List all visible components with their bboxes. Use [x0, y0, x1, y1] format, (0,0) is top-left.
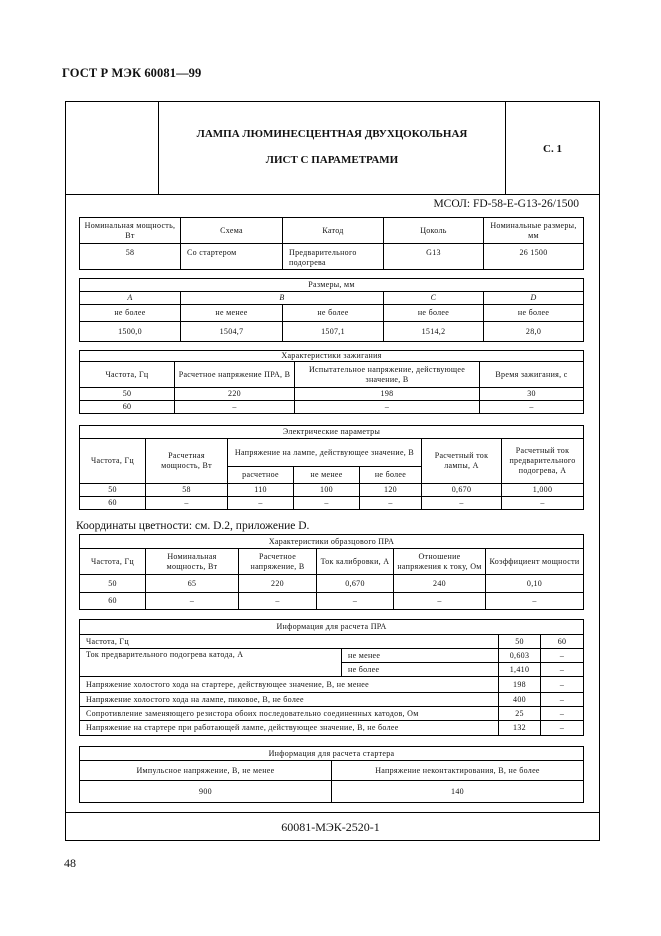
- electrical-cell: 100: [294, 484, 360, 497]
- electrical-cell: 0,670: [422, 484, 502, 497]
- ignition-cell: 50: [80, 388, 175, 401]
- ignition-cell: 198: [295, 388, 480, 401]
- preheat-value: –: [541, 649, 584, 663]
- freq-label: Частота, Гц: [80, 635, 499, 649]
- lamp-designation: МСОЛ: FD-58-E-G13-26/1500: [433, 198, 579, 210]
- ballast-cell: 50: [80, 575, 146, 593]
- sheet-subtitle: ЛИСТ С ПАРАМЕТРАМИ: [265, 154, 399, 166]
- ballast-title: Характеристики образцового ПРА: [80, 535, 584, 549]
- ballast-info-value: –: [541, 693, 584, 707]
- preheat-limit: не менее: [342, 649, 499, 663]
- electrical-cell: –: [422, 497, 502, 510]
- ballast-cell: –: [317, 593, 394, 610]
- header-scheme: Схема: [181, 218, 283, 244]
- ignition-cell: 30: [480, 388, 584, 401]
- ballast-info-value: 25: [499, 707, 541, 721]
- ballast-header: Отношение напряжения к току, Ом: [394, 549, 486, 575]
- ballast-cell: 65: [146, 575, 239, 593]
- chromaticity-note: Координаты цветности: см. D.2, приложение D.: [76, 520, 310, 532]
- ballast-header: Коэффициент мощности: [486, 549, 584, 575]
- title-box: [158, 102, 506, 195]
- starter-info-table: [79, 746, 584, 803]
- dim-limit: не более: [80, 305, 181, 322]
- ballast-header: Расчетное напряжение, В: [239, 549, 317, 575]
- dim-value: 1514,2: [384, 322, 484, 342]
- header-base: Цоколь: [384, 218, 484, 244]
- preheat-limit: не более: [342, 663, 499, 677]
- page-number: 48: [64, 856, 76, 870]
- footer-divider: [65, 812, 600, 813]
- ballast-cell: 0,670: [317, 575, 394, 593]
- ballast-info-label: Напряжение на стартере при работающей лампе, действующее значение, В, не более: [80, 721, 499, 736]
- ignition-cell: –: [175, 401, 295, 414]
- electrical-cell: 60: [80, 497, 146, 510]
- header-cathode: Катод: [283, 218, 384, 244]
- dim-value: 28,0: [484, 322, 584, 342]
- electrical-cell: –: [146, 497, 228, 510]
- dim-letter-c: C: [384, 292, 484, 305]
- preheat-value: –: [541, 663, 584, 677]
- value-base: G13: [384, 244, 484, 270]
- electrical-cell: 58: [146, 484, 228, 497]
- ballast-info-value: –: [541, 721, 584, 736]
- electrical-header-power: Расчетная мощность, Вт: [146, 439, 228, 484]
- dim-letter-b: B: [181, 292, 384, 305]
- preheat-value: 0,603: [499, 649, 541, 663]
- electrical-subheader: расчетное: [228, 467, 294, 484]
- dim-value: 1507,1: [283, 322, 384, 342]
- value-dimensions: 26 1500: [484, 244, 584, 270]
- ballast-info-value: –: [541, 707, 584, 721]
- electrical-cell: –: [502, 497, 584, 510]
- ballast-cell: –: [146, 593, 239, 610]
- ballast-header: Номинальная мощность, Вт: [146, 549, 239, 575]
- main-table: [79, 217, 584, 270]
- ignition-header: Частота, Гц: [80, 362, 175, 388]
- electrical-cell: 120: [360, 484, 422, 497]
- sheet-title: ЛАМПА ЛЮМИНЕСЦЕНТНАЯ ДВУХЦОКОЛЬНАЯ: [196, 128, 468, 140]
- electrical-header-current: Расчетный ток лампы, А: [422, 439, 502, 484]
- starter-info-title: Информация для расчета стартера: [80, 747, 584, 761]
- sheet-number: С. 1: [543, 143, 562, 155]
- electrical-cell: –: [228, 497, 294, 510]
- ignition-title: Характеристики зажигания: [80, 351, 584, 362]
- ballast-header: Ток калибровки, А: [317, 549, 394, 575]
- ignition-header: Испытательное напряжение, действующее значение, В: [295, 362, 480, 388]
- dimensions-title: Размеры, мм: [80, 279, 584, 292]
- dim-value: 1500,0: [80, 322, 181, 342]
- value-power: 58: [80, 244, 181, 270]
- ballast-header: Частота, Гц: [80, 549, 146, 575]
- electrical-cell: –: [360, 497, 422, 510]
- electrical-table: [79, 425, 584, 510]
- dim-limit: не менее: [181, 305, 283, 322]
- ballast-info-value: 198: [499, 677, 541, 693]
- freq-value: 50: [499, 635, 541, 649]
- ballast-info-label: Сопротивление заменяющего резистора обоих последовательно соединенных катодов, Ом: [80, 707, 499, 721]
- ballast-cell: –: [239, 593, 317, 610]
- ballast-info-value: –: [541, 677, 584, 693]
- electrical-cell: 110: [228, 484, 294, 497]
- electrical-cell: 1,000: [502, 484, 584, 497]
- header-power: Номинальная мощность, Вт: [80, 218, 181, 244]
- ballast-table: [79, 534, 584, 610]
- electrical-header-voltage: Напряжение на лампе, действующее значение, В: [228, 439, 422, 467]
- ballast-cell: 60: [80, 593, 146, 610]
- dim-limit: не более: [283, 305, 384, 322]
- dim-limit: не более: [484, 305, 584, 322]
- electrical-cell: –: [294, 497, 360, 510]
- ignition-cell: –: [295, 401, 480, 414]
- ballast-info-label: Напряжение холостого хода на лампе, пиковое, В, не более: [80, 693, 499, 707]
- electrical-subheader: не более: [360, 467, 422, 484]
- ignition-cell: 60: [80, 401, 175, 414]
- electrical-cell: 50: [80, 484, 146, 497]
- electrical-header-freq: Частота, Гц: [80, 439, 146, 484]
- ballast-info-value: 400: [499, 693, 541, 707]
- ballast-cell: 220: [239, 575, 317, 593]
- ignition-table: [79, 350, 584, 414]
- ballast-info-value: 132: [499, 721, 541, 736]
- dim-letter-d: D: [484, 292, 584, 305]
- electrical-subheader: не менее: [294, 467, 360, 484]
- ballast-info-title: Информация для расчета ПРА: [80, 620, 584, 635]
- starter-value: 900: [80, 781, 332, 803]
- ballast-info-label: Напряжение холостого хода на стартере, действующее значение, В, не менее: [80, 677, 499, 693]
- dimensions-table: [79, 278, 584, 342]
- ballast-cell: –: [486, 593, 584, 610]
- value-scheme: Со стартером: [181, 244, 283, 270]
- document-header: ГОСТ Р МЭК 60081—99: [62, 66, 202, 80]
- value-cathode: Предварительного подогрева: [283, 244, 384, 270]
- footer-code: 60081-МЭК-2520-1: [281, 820, 380, 834]
- electrical-title: Электрические параметры: [80, 426, 584, 439]
- ballast-info-table: [79, 619, 584, 736]
- ballast-cell: –: [394, 593, 486, 610]
- starter-value: 140: [332, 781, 584, 803]
- starter-header: Импульсное напряжение, В, не менее: [80, 761, 332, 781]
- title-left-cell: [66, 102, 158, 195]
- ballast-cell: 240: [394, 575, 486, 593]
- preheat-label: Ток предварительного подогрева катода, А: [80, 649, 342, 677]
- header-dimensions: Номинальные размеры, мм: [484, 218, 584, 244]
- dim-letter-a: A: [80, 292, 181, 305]
- electrical-header-preheat: Расчетный ток предварительного подогрева, А: [502, 439, 584, 484]
- ballast-cell: 0,10: [486, 575, 584, 593]
- preheat-value: 1,410: [499, 663, 541, 677]
- dim-value: 1504,7: [181, 322, 283, 342]
- ignition-header: Время зажигания, с: [480, 362, 584, 388]
- ignition-cell: 220: [175, 388, 295, 401]
- ignition-header: Расчетное напряжение ПРА, В: [175, 362, 295, 388]
- ignition-cell: –: [480, 401, 584, 414]
- dim-limit: не более: [384, 305, 484, 322]
- sheet-number-box: [506, 102, 599, 195]
- freq-value: 60: [541, 635, 584, 649]
- starter-header: Напряжение неконтактирования, В, не более: [332, 761, 584, 781]
